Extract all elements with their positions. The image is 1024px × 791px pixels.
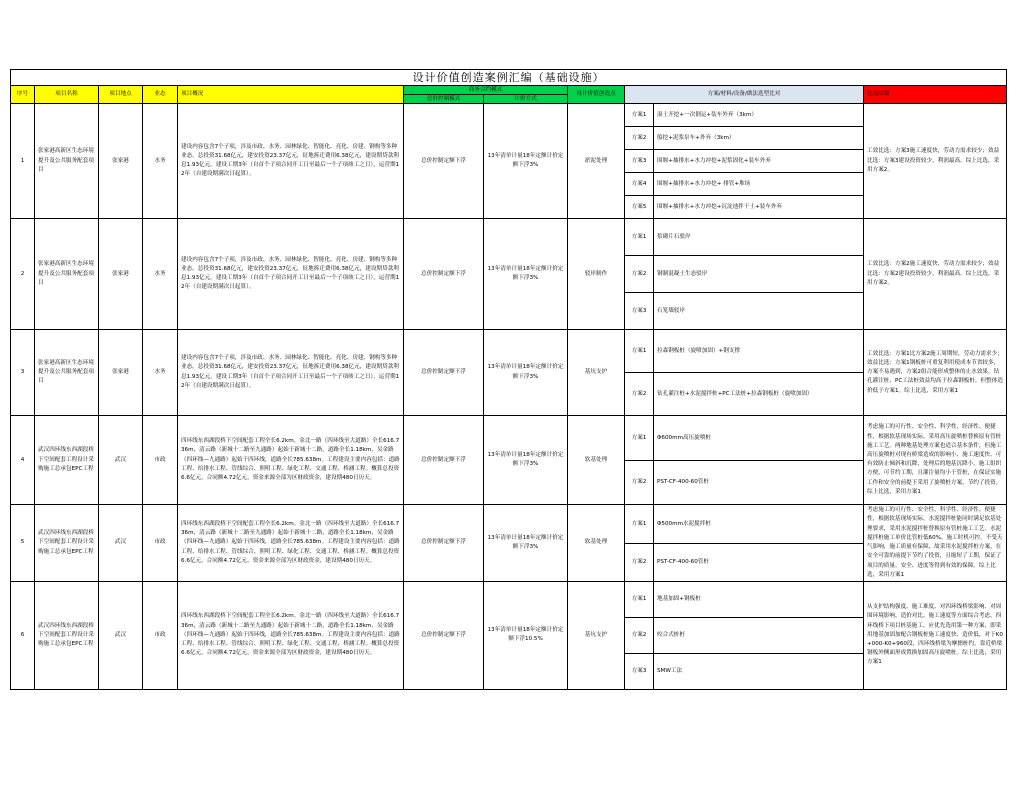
header-project-name: 项目名称 bbox=[35, 86, 99, 104]
plan-text: PST-CF-400-60管桩 bbox=[654, 544, 864, 582]
header-industry: 业态 bbox=[143, 86, 178, 104]
row-overview: 建设内容包含7个子项，涉及市政、水务、园林绿化、智能化、亮化、房建、钢构等多种业态。总投资31.68亿元，建安投资23.37亿元，征地拆迁费用6.38亿元，建设期贷款利息1.93亿元。建设工期3年（自首个子项合同开工日至最后一个子项竣工之日），运营期12年（自建设期满次日起算）。 bbox=[178, 219, 404, 330]
plan-text: 咬合式桩桩 bbox=[654, 617, 864, 653]
sheet-title: 设计价值创造案例汇编（基础设施） bbox=[11, 70, 1007, 86]
header-seq: 序号 bbox=[11, 86, 35, 104]
row-pricing-method: 13年清单计量18年定额计价定额下浮3% bbox=[484, 505, 568, 582]
row-analysis: 考虑施工的可行性、安全性、科学性、经济性、便捷性，根据软基现场实际，采用高压旋喷桩替换原有管桩施工工艺。两种地基处理方案也适合基本条件，但施工高压旋喷桩对现有桥梁造成的影响小、施工速度快、可有效防止倾斜和沉降，处理后的地基沉降小，施工组织方便，可节约工期，且灌注量均小于管桩，在保证实施工作和安全的前提下采用了旋喷桩方案，节约了投资。综上比选，采用方案1 bbox=[864, 416, 1007, 505]
table-row bbox=[11, 581, 1007, 617]
plan-label: 方案4 bbox=[625, 173, 654, 196]
row-seq: 5 bbox=[11, 505, 35, 582]
plan-text: 围堰+抽排水+水力冲挖+沉淀池拌干土+装车外弃 bbox=[654, 196, 864, 219]
plan-text: 石笼墙驳岸 bbox=[654, 293, 864, 330]
row-control-mode: 总价控制定额下浮 bbox=[404, 505, 484, 582]
row-seq: 3 bbox=[11, 330, 35, 416]
row-project-name: 武汉四环线东西湖段桥下空间配套工程设计采购施工总承包EPC工程 bbox=[35, 416, 99, 505]
row-pricing-method: 13年清单计量18年定额计价定额下浮3% bbox=[484, 330, 568, 416]
plan-text: 船挖+泥浆泵车+外弃（3km） bbox=[654, 127, 864, 150]
header-pricing-method: 计价方式 bbox=[484, 95, 568, 104]
row-overview: 建设内容包含7个子项，涉及市政、水务、园林绿化、智能化、亮化、房建、钢构等多种业态。总投资31.68亿元，建安投资23.37亿元，征地拆迁费用6.38亿元，建设期贷款利息1.93亿元。建设工期3年（自首个子项合同开工日至最后一个子项竣工之日），运营期12年（自建设期满次日起算）。 bbox=[178, 330, 404, 416]
row-control-mode: 总价控制定额下浮 bbox=[404, 104, 484, 219]
plan-text: 地基加固+钢板桩 bbox=[654, 581, 864, 617]
header-plans: 方案/材料/设备/做法选型比对 bbox=[625, 86, 864, 104]
row-value-point: 基坑支护 bbox=[568, 581, 625, 689]
plan-label: 方案5 bbox=[625, 196, 654, 219]
plan-label: 方案1 bbox=[625, 416, 654, 461]
row-analysis: 考虑施工的可行性、安全性、科学性、经济性、便捷性，根据软基现场实际，水泥搅拌桩能同时满足软基处理要求，采用水泥搅拌桩替换原有管桩施工工艺。水泥搅拌桩施工单价比管桩低60%，施工时机可控，不受天气影响，施工质量有保障，故采用水泥搅拌桩方案，在安全可靠的前提下节约了投资，且缩短了工期，保证了项目的质量、安全、进度等得到有效的保障。综上比选，采用方案1 bbox=[864, 505, 1007, 582]
row-control-mode: 总价控制定额下浮 bbox=[404, 416, 484, 505]
header-analysis: 比选结果 bbox=[864, 86, 1007, 104]
row-industry: 水务 bbox=[143, 219, 178, 330]
row-control-mode: 总价控制定额下浮 bbox=[404, 219, 484, 330]
header-value-type: 设计价值创造点 bbox=[568, 86, 625, 104]
row-pricing-method: 13年清单计量18年定额计价定额下浮3% bbox=[484, 416, 568, 505]
table-row bbox=[11, 505, 1007, 544]
row-value-point: 基坑支护 bbox=[568, 330, 625, 416]
row-control-mode: 总价控制定额下浮 bbox=[404, 581, 484, 689]
plan-text: 围堰+抽排水+水力冲挖+ 排管+堆场 bbox=[654, 173, 864, 196]
row-analysis: 工效比选：方案2施工速度快，劳动力需求较少；效益比选：方案2建设投资较少，利润最高。综上比选，采用方案2。 bbox=[864, 219, 1007, 330]
row-pricing-method: 13年清单计量18年定额计价定额下浮10.5% bbox=[484, 581, 568, 689]
row-project-name: 张家港高新区生态环境提升及公共服务配套项目 bbox=[35, 104, 99, 219]
plan-label: 方案1 bbox=[625, 104, 654, 127]
plan-label: 方案2 bbox=[625, 461, 654, 505]
plan-label: 方案3 bbox=[625, 150, 654, 173]
row-location: 武汉 bbox=[99, 505, 143, 582]
plan-text: Φ600mm高压旋喷桩 bbox=[654, 416, 864, 461]
row-industry: 市政 bbox=[143, 581, 178, 689]
plan-label: 方案2 bbox=[625, 617, 654, 653]
row-industry: 市政 bbox=[143, 505, 178, 582]
row-location: 武汉 bbox=[99, 581, 143, 689]
header-location: 项目地点 bbox=[99, 86, 143, 104]
plan-label: 方案3 bbox=[625, 293, 654, 330]
row-overview: 四环线东西湖段桥下空间配套工程全长6.2km。金北一路（四环线至大道路）全长616.736m，清云路（新城十二路至九通路）起始于新城十二路，道路全长1.18km，吴金路（四环线—九通路）起始于四环线，道路全长785.638m。工程建设主要内容包括：道路工程、给排水工程、管线综合、照明工程、绿化工程、交通工程、桥涵工程。概算总投资6.6亿元，合同额4.72亿元，资金来源全部为区财政资金，建设期480日历天。 bbox=[178, 581, 404, 689]
plan-text: 围堰+抽排水+水力冲挖+泥浆固化+装车外弃 bbox=[654, 150, 864, 173]
header-control-mode: 总价控制模式 bbox=[404, 95, 484, 104]
plan-label: 方案1 bbox=[625, 581, 654, 617]
row-overview: 四环线东西湖段桥下空间配套工程全长6.2km。金北一路（四环线至大道路）全长616.736m，清云路（新城十二路至九通路）起始于新城十二路，道路全长1.18km，吴金路（四环线—九通路）起始于四环线，道路全长785.638m。工程建设主要内容包括：道路工程、给排水工程、管线综合、照明工程、绿化工程、交通工程、桥涵工程。概算总投资6.6亿元，合同额4.72亿元，资金来源全部为区财政资金，建设期480日历天。 bbox=[178, 416, 404, 505]
case-table bbox=[10, 69, 1007, 690]
row-overview: 四环线东西湖段桥下空间配套工程全长6.2km。金北一路（四环线至大道路）全长616.736m，清云路（新城十二路至九通路）起始于新城十二路，道路全长1.18km，吴金路（四环线—九通路）起始于四环线，道路全长785.638m。工程建设主要内容包括：道路工程、给排水工程、管线综合、照明工程、绿化工程、交通工程、桥涵工程。概算总投资6.6亿元，合同额4.72亿元，资金来源全部为区财政资金，建设期480日历天。 bbox=[178, 505, 404, 582]
row-value-point: 软基处理 bbox=[568, 505, 625, 582]
table-row bbox=[11, 330, 1007, 373]
plan-label: 方案2 bbox=[625, 544, 654, 582]
row-pricing-method: 13年清单计量18年定额计价定额下浮3% bbox=[484, 104, 568, 219]
plan-text: 钻孔灌注桩+水泥搅拌桩+PC工法桩+拉森钢板桩（旋喷加固） bbox=[654, 373, 864, 416]
plan-text: 湿土开挖+一次倒运+装车外弃（3km） bbox=[654, 104, 864, 127]
row-value-point: 软基处理 bbox=[568, 416, 625, 505]
header-business-model: 商务合约模式 bbox=[404, 86, 568, 95]
row-project-name: 武汉四环线东西湖段桥下空间配套工程设计采购施工总承包EPC工程 bbox=[35, 505, 99, 582]
plan-text: 钢制混凝土生态驳岸 bbox=[654, 256, 864, 293]
row-control-mode: 总价控制定额下浮 bbox=[404, 330, 484, 416]
plan-text: PST-CF-400-60管桩 bbox=[654, 461, 864, 505]
table-row bbox=[11, 104, 1007, 127]
row-value-point: 淤泥处理 bbox=[568, 104, 625, 219]
row-pricing-method: 13年清单计量18年定额计价定额下浮3% bbox=[484, 219, 568, 330]
plan-text: 浆砌片石驳岸 bbox=[654, 219, 864, 256]
row-location: 张家港 bbox=[99, 219, 143, 330]
row-seq: 6 bbox=[11, 581, 35, 689]
row-value-point: 驳岸制作 bbox=[568, 219, 625, 330]
row-industry: 水务 bbox=[143, 330, 178, 416]
row-analysis: 工效比选：方案3施工速度快，劳动力需求较少；效益比选：方案3建设投资较少，利润最高。综上比选，采用方案2。 bbox=[864, 104, 1007, 219]
header-overview: 项目概况 bbox=[178, 86, 404, 104]
plan-label: 方案1 bbox=[625, 219, 654, 256]
plan-label: 方案2 bbox=[625, 373, 654, 416]
row-project-name: 张家港高新区生态环境提升及公共服务配套项目 bbox=[35, 219, 99, 330]
table-row bbox=[11, 219, 1007, 256]
row-overview: 建设内容包含7个子项，涉及市政、水务、园林绿化、智能化、亮化、房建、钢构等多种业态。总投资31.68亿元，建安投资23.37亿元，征地拆迁费用6.38亿元，建设期贷款利息1.93亿元。建设工期3年（自首个子项合同开工日至最后一个子项竣工之日），运营期12年（自建设期满次日起算）。 bbox=[178, 104, 404, 219]
plan-label: 方案1 bbox=[625, 330, 654, 373]
row-analysis: 从支护结构强度、施工难度、对四环线桥梁影响、对周围环境影响、造价对比、施工速度等方面综合考虑，四环线桥下项目桩基施工，应优先选用第一种方案，即采用地基加固加配合钢板桩施工速度快、造价低，对于K0+000-K0+960段，四环线桥梁为摩擦桩约，靠近桥梁钢板外侧面形成置换加固高压旋喷桩。综上比选，采用方案1 bbox=[864, 581, 1007, 689]
plan-text: 拉森钢板桩（旋喷加固）+钢支撑 bbox=[654, 330, 864, 373]
row-seq: 1 bbox=[11, 104, 35, 219]
row-project-name: 武汉四环线东西湖段桥下空间配套工程设计采购施工总承包EPC工程 bbox=[35, 581, 99, 689]
plan-label: 方案3 bbox=[625, 653, 654, 689]
row-seq: 2 bbox=[11, 219, 35, 330]
plan-label: 方案2 bbox=[625, 256, 654, 293]
plan-text: Φ500mm水泥搅拌桩 bbox=[654, 505, 864, 544]
plan-text: SMW工法 bbox=[654, 653, 864, 689]
row-analysis: 工效比选：方案1比方案2施工周期短，劳动力需求少；效益比选：方案1钢板桩可重复利用使成本节省较多，方案不易遇到，方案2组合能形成整体的止水效果，钻孔灌注桩、PC工法桩效益均高于拉森钢板桩，但整体造价低于方案1。综上比选，采用方案1 bbox=[864, 330, 1007, 416]
plan-label: 方案1 bbox=[625, 505, 654, 544]
row-location: 张家港 bbox=[99, 104, 143, 219]
row-seq: 4 bbox=[11, 416, 35, 505]
row-industry: 水务 bbox=[143, 104, 178, 219]
table-row bbox=[11, 416, 1007, 461]
plan-label: 方案2 bbox=[625, 127, 654, 150]
row-location: 张家港 bbox=[99, 330, 143, 416]
row-project-name: 张家港高新区生态环境提升及公共服务配套项目 bbox=[35, 330, 99, 416]
row-location: 武汉 bbox=[99, 416, 143, 505]
row-industry: 市政 bbox=[143, 416, 178, 505]
